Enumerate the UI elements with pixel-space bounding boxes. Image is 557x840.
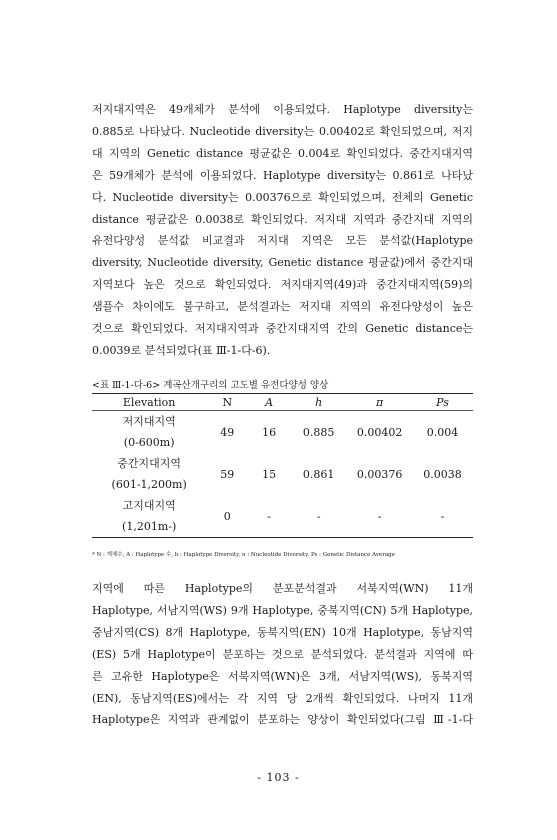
body-paragraph-1 bbox=[92, 99, 473, 362]
table-row bbox=[92, 411, 473, 454]
elevation-label: 고지대지역 bbox=[122, 499, 176, 512]
text-line: 0.0039로 분석되었다(표 Ⅲ-1-다-6). bbox=[92, 343, 271, 357]
elevation-range: (1,201m-) bbox=[122, 520, 177, 533]
table-caption: <표 Ⅲ-1-다-6> 계곡산개구리의 고도별 유전다양성 양상 bbox=[92, 380, 329, 391]
table-row bbox=[92, 495, 473, 538]
elevation-label: 저지대지역 bbox=[122, 415, 176, 428]
header-n: N bbox=[206, 394, 248, 411]
elevation-range: (601-1,200m) bbox=[111, 478, 187, 491]
pi-cell: - bbox=[347, 495, 412, 538]
elevation-label: 중간지대지역 bbox=[117, 457, 182, 470]
text-line: 샘플수 차이에도 불구하고, 분석결과는 저지대 지역의 유전다양성이 높은 bbox=[92, 300, 473, 314]
pi-cell: 0.00376 bbox=[356, 467, 403, 481]
text-line: 0.885로 나타났다. Nucleotide diversity는 0.00402로 확인되었으며, 저지 bbox=[92, 124, 473, 138]
a-cell: 15 bbox=[262, 467, 277, 481]
text-line: 은 59개체가 분석에 이용되었다. Haplotype diversity는 0.861로 나타났 bbox=[92, 168, 473, 182]
text-line: 다. Nucleotide diversity는 0.00376으로 확인되었으며, 전체의 Genetic bbox=[92, 190, 473, 204]
text-line: 대 지역의 Genetic distance 평균값은 0.004로 확인되었다. 중간지대지역 bbox=[92, 146, 473, 160]
elevation-cell bbox=[92, 495, 206, 538]
text-line: 유전다양성 분석값 비교결과 저지대 지역은 모든 분석값(Haplotype bbox=[92, 234, 473, 248]
text-line: distance 평균값은 0.0038로 확인되었다. 저지대 지역과 중간지대 지역의 bbox=[92, 212, 473, 226]
genetic-diversity-table bbox=[92, 393, 473, 538]
h-cell: - bbox=[290, 495, 347, 538]
n-cell: 49 bbox=[220, 425, 235, 439]
page-number: - 103 - bbox=[257, 771, 300, 784]
text-line: 중남지역(CS) 8개 Haplotype, 동북지역(EN) 10개 Haplotype, 동남지역 bbox=[92, 625, 473, 639]
table-footnote: * N : 개체수, A : Haplotype 수, h : Haplotype Diversity, π : Nucleotide Diversity, Ps : Genetic Distance Average bbox=[92, 552, 395, 558]
text-line: Haplotype은 지역과 관계없이 분포하는 양상이 확인되었다(그림 Ⅲ-1-다 bbox=[92, 713, 473, 727]
elevation-range: (0-600m) bbox=[123, 436, 175, 449]
n-cell: 59 bbox=[220, 467, 235, 481]
ps-cell: - bbox=[412, 495, 473, 538]
a-cell: - bbox=[248, 495, 290, 538]
h-cell: 0.885 bbox=[302, 425, 335, 439]
header-h: h bbox=[290, 394, 347, 411]
text-line: 저지대지역은 49개체가 분석에 이용되었다. Haplotype diversity는 bbox=[92, 103, 473, 116]
text-line: 지역보다 높은 것으로 확인되었다. 저지대지역(49)과 중간지대지역(59)의 bbox=[92, 278, 473, 292]
h-cell: 0.861 bbox=[302, 467, 335, 481]
text-line: Haplotype, 서남지역(WS) 9개 Haplotype, 중북지역(CN) 5개 Haplotype, bbox=[92, 603, 473, 617]
header-pi: π bbox=[347, 394, 412, 411]
text-line: 지역에 따른 Haplotype의 분포분석결과 서북지역(WN) 11개 bbox=[92, 582, 473, 595]
header-ps: Ps bbox=[412, 394, 473, 411]
text-line: (EN), 동남지역(ES)에서는 각 지역 당 2개씩 확인되었다. 나머지 11개 bbox=[92, 691, 473, 705]
text-line: diversity, Nucleotide diversity, Genetic distance 평균값)에서 중간지대 bbox=[92, 256, 473, 270]
table-row bbox=[92, 453, 473, 495]
header-a: A bbox=[248, 394, 290, 411]
body-paragraph-2 bbox=[92, 578, 473, 731]
text-line: (ES) 5개 Haplotype이 분포하는 것으로 분석되었다. 분석결과 지역에 따 bbox=[92, 647, 473, 661]
elevation-cell bbox=[92, 411, 206, 454]
ps-cell: 0.004 bbox=[426, 425, 459, 439]
a-cell: 16 bbox=[262, 425, 277, 439]
table-header-row bbox=[92, 394, 473, 411]
text-line: 른 고유한 Haplotype은 서북지역(WN)은 3개, 서남지역(WS), 동북지역 bbox=[92, 669, 473, 683]
text-line: 것으로 확인되었다. 저지대지역과 중간지대지역 간의 Genetic distance는 bbox=[92, 322, 473, 336]
pi-cell: 0.00402 bbox=[356, 425, 403, 439]
elevation-cell bbox=[92, 453, 206, 495]
header-elevation: Elevation bbox=[92, 394, 206, 411]
n-cell: 0 bbox=[206, 495, 248, 538]
ps-cell: 0.0038 bbox=[423, 467, 462, 481]
